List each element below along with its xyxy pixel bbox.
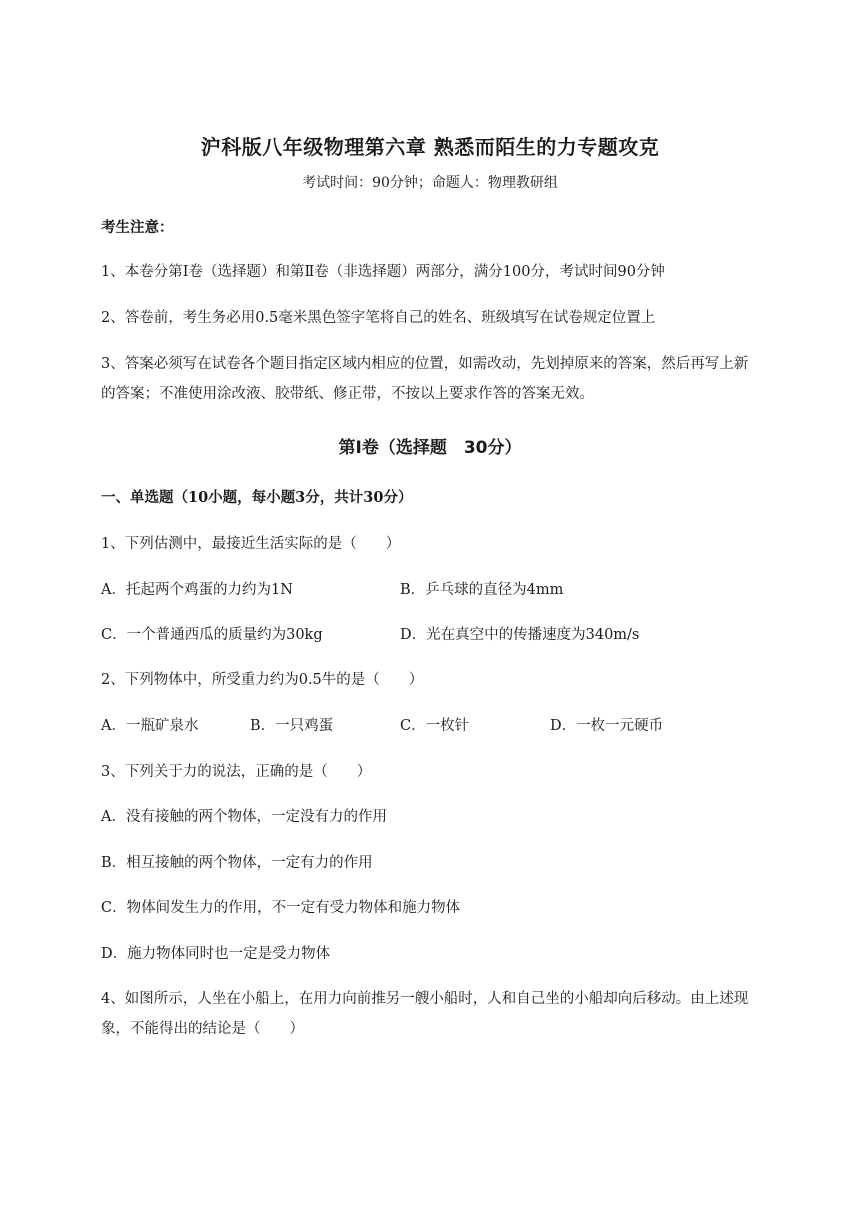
option-a: A．一瓶矿泉水 xyxy=(101,718,199,734)
option-c: C．一枚针 xyxy=(400,718,470,734)
notice-heading: 考生注意： xyxy=(101,219,174,236)
notice-item: 1、本卷分第Ⅰ卷（选择题）和第Ⅱ卷（非选择题）两部分，满分100分，考试时间90分钟 xyxy=(101,264,665,280)
page-title: 沪科版八年级物理第六章 熟悉而陌生的力专题攻克 xyxy=(200,135,660,159)
notice-item: 2、答卷前，考生务必用0.5毫米黑色签字笔将自己的姓名、班级填写在试卷规定位置上 xyxy=(101,310,656,326)
option-a: A．没有接触的两个物体，一定没有力的作用 xyxy=(101,809,387,825)
question-stem: 1、下列估测中，最接近生活实际的是（ ） xyxy=(101,536,401,552)
part-heading: 一、单选题（10小题，每小题3分，共计30分） xyxy=(101,489,413,506)
option-d: D．一枚一元硬币 xyxy=(550,718,664,734)
option-d: D．施力物体同时也一定是受力物体 xyxy=(101,946,331,962)
option-b: B．相互接触的两个物体，一定有力的作用 xyxy=(101,855,373,871)
option-c: C．一个普通西瓜的质量约为30kg xyxy=(101,627,323,643)
option-b: B．乒乓球的直径为4mm xyxy=(400,582,564,598)
question-stem: 3、下列关于力的说法，正确的是（ ） xyxy=(101,764,372,780)
notice-item: 3、答案必须写在试卷各个题目指定区域内相应的位置，如需改动，先划掉原来的答案，然后再写上新的答案；不准使用涂改液、胶带纸、修正带，不按以上要求作答的答案无效。 xyxy=(101,356,749,402)
option-b: B．一只鸡蛋 xyxy=(250,718,334,734)
question-stem: 2、下列物体中，所受重力约为0.5牛的是（ ） xyxy=(101,672,424,688)
option-d: D．光在真空中的传播速度为340m/s xyxy=(400,627,640,643)
option-a: A．托起两个鸡蛋的力约为1N xyxy=(101,582,293,598)
section-title: 第Ⅰ卷（选择题 30分） xyxy=(338,438,522,458)
exam-info: 考试时间：90分钟；命题人：物理教研组 xyxy=(302,175,558,191)
option-c: C．物体间发生力的作用，不一定有受力物体和施力物体 xyxy=(101,900,461,916)
question-stem: 4、如图所示，人坐在小船上，在用力向前推另一艘小船时，人和自己坐的小船却向后移动。由上述现象，不能得出的结论是（ ） xyxy=(101,991,749,1037)
